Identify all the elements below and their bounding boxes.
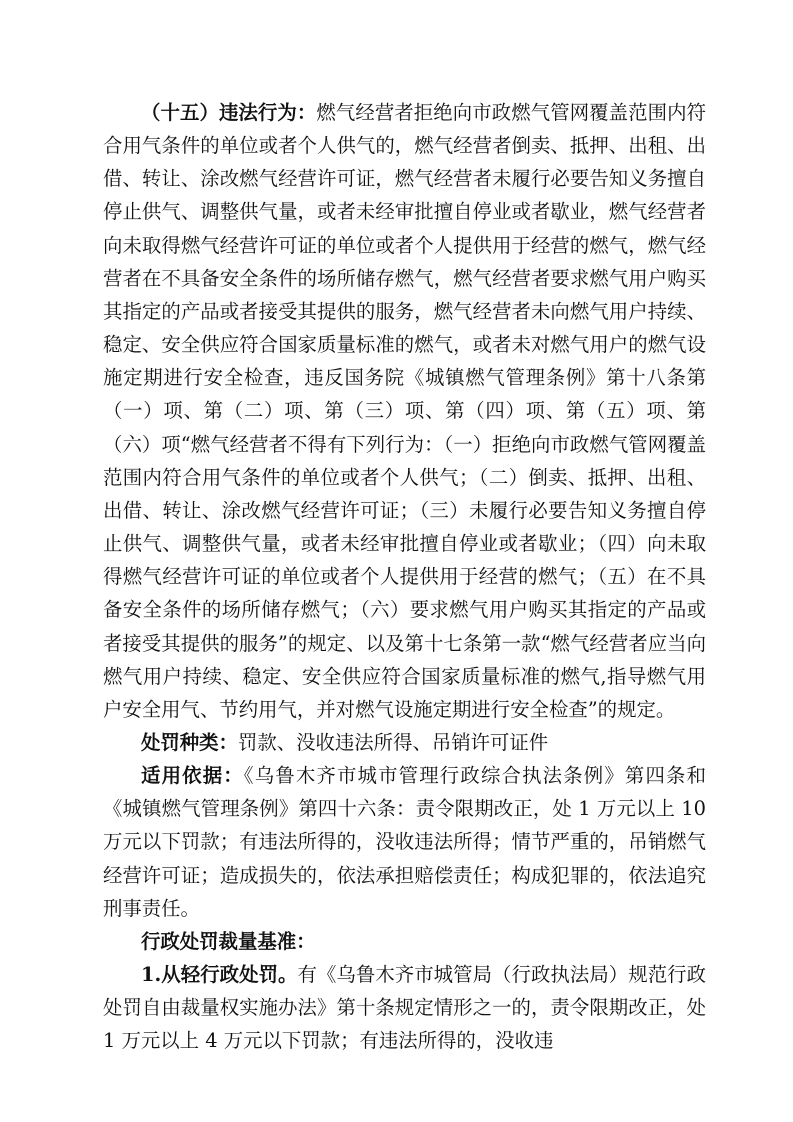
discretion-paragraph bbox=[103, 925, 706, 958]
legal-basis-heading: 适用依据： bbox=[141, 764, 244, 788]
section-15-heading: （十五）违法行为： bbox=[141, 101, 317, 124]
lenient-body: 有《乌鲁木齐市城管局（行政执法局）规范行政处罚自由裁量权实施办法》第十条规定情形之一的，责令限期改正，处 1 万元以上 4 万元以下罚款；有违法所得的，没收违 bbox=[103, 963, 706, 1053]
lenient-heading: 1.从轻行政处罚。 bbox=[141, 963, 298, 987]
discretion-heading: 行政处罚裁量基准： bbox=[141, 929, 316, 953]
section-15-body: 燃气经营者拒绝向市政燃气管网覆盖范围内符合用气条件的单位或者个人供气的，燃气经营者倒卖、抵押、出租、出借、转让、涂改燃气经营许可证，燃气经营者未履行必要告知义务擅自停止供气、调整供气量，或者未经审批擅自停业或者歇业，燃气经营者向未取得燃气经营许可证的单位或者个人提供用于经营的燃气，燃气经营者在不具备安全条件的场所储存燃气，燃气经营者要求燃气用户购买其指定的产品或者接受其提供的服务，燃气经营者未向燃气用户持续、稳定、安全供应符合国家质量标准的燃气，或者未对燃气用户的燃气设施定期进行安全检查，违反国务院《城镇燃气管理条例》第十八条第（一）项、第（二）项、第（三）项、第（四）项、第（五）项、第（六）项“燃气经营者不得有下列行为：（一）拒绝向市政燃气管网覆盖范围内符合用气条件的单位或者个人供气；（二）倒卖、抵押、出租、出借、转让、涂改燃气经营许可证；（三）未履行必要告知义务擅自停止供气、调整供气量，或者未经审批擅自停业或者歇业；（四）向未取得燃气经营许可证的单位或者个人提供用于经营的燃气；（五）在不具备安全条件的场所储存燃气；（六）要求燃气用户购买其指定的产品或者接受其提供的服务”的规定、以及第十七条第一款“燃气经营者应当向燃气用户持续、稳定、安全供应符合国家质量标准的燃气,指导燃气用户安全用气、节约用气，并对燃气设施定期进行安全检查”的规定。 bbox=[103, 101, 706, 721]
penalty-type-body: 罚款、没收违法所得、吊销许可证件 bbox=[237, 730, 549, 754]
document-page bbox=[103, 96, 706, 1058]
lenient-paragraph bbox=[103, 958, 706, 1057]
section-15-paragraph bbox=[103, 96, 706, 726]
penalty-type-heading: 处罚种类： bbox=[141, 730, 238, 754]
penalty-type-paragraph bbox=[103, 726, 706, 759]
legal-basis-paragraph bbox=[103, 759, 706, 925]
legal-basis-body: 《乌鲁木齐市城市管理行政综合执法条例》第四条和《城镇燃气管理条例》第四十六条：责令限期改正，处 1 万元以上 10 万元以下罚款；有违法所得的，没收违法所得；情节严重的，吊销燃气经营许可证；造成损失的，依法承担赔偿责任；构成犯罪的，依法追究刑事责任。 bbox=[103, 764, 706, 920]
